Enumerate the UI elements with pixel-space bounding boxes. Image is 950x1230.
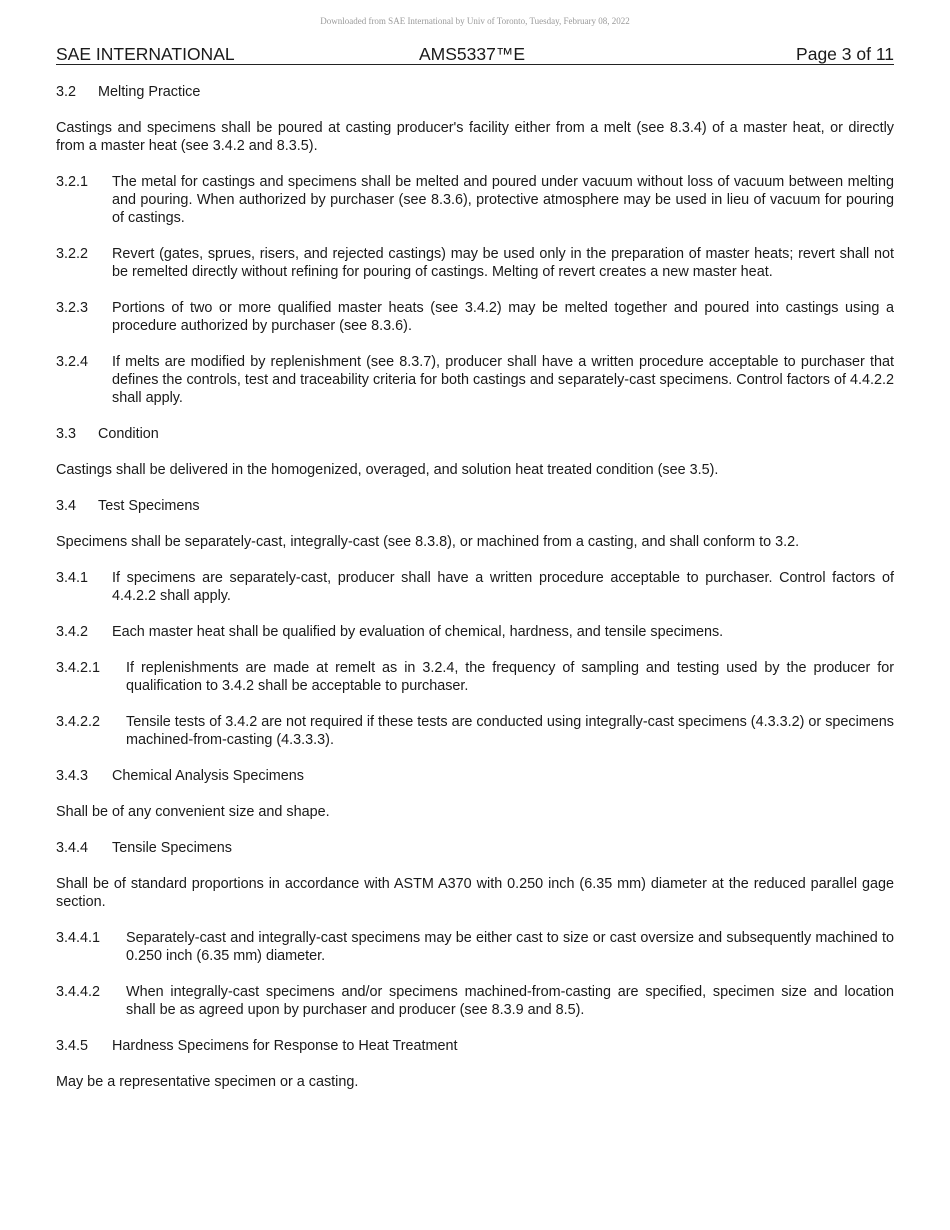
section-heading-3-4 <box>56 497 894 515</box>
download-watermark: Downloaded from SAE International by Univ of Toronto, Tuesday, February 08, 2022 <box>320 16 630 26</box>
clause-text: Tensile tests of 3.4.2 are not required if these tests are conducted using integrally-cast specimens (4.3.3.2) or specimens machined-from-casting (4.3.3.3). <box>126 714 894 748</box>
section-title: Melting Practice <box>98 84 201 100</box>
clause-text: When integrally-cast specimens and/or specimens machined-from-casting are specified, specimen size and location shall be as agreed upon by purchaser and producer (see 8.3.9 and 8.5). <box>126 984 894 1018</box>
clause-number: 3.2.2 <box>56 246 89 262</box>
clause-3-4-2-1 <box>56 659 894 695</box>
paragraph: Shall be of any convenient size and shape. <box>56 804 330 820</box>
clause-3-4-2 <box>56 623 894 641</box>
section-heading-3-4-5 <box>56 1037 894 1055</box>
clause-text: If specimens are separately-cast, producer shall have a written procedure acceptable to purchaser. Control factors of 4.4.2.2 shall apply. <box>112 570 894 604</box>
clause-3-2-2 <box>56 245 894 281</box>
section-number: 3.4.3 <box>56 768 89 784</box>
clause-3-2-3 <box>56 299 894 335</box>
paragraph: Specimens shall be separately-cast, integrally-cast (see 8.3.8), or machined from a casting, and shall conform to 3.2. <box>56 534 800 550</box>
section-number: 3.4 <box>56 498 77 514</box>
paragraph: Shall be of standard proportions in accordance with ASTM A370 with 0.250 inch (6.35 mm) diameter at the reduced parallel gage section. <box>56 876 894 910</box>
clause-number: 3.4.4.1 <box>56 930 101 946</box>
clause-3-4-1 <box>56 569 894 605</box>
clause-text: Revert (gates, sprues, risers, and rejected castings) may be used only in the preparation of master heats; revert shall not be remelted directly without refining for pouring of castings. Melting of revert creates a new master heat. <box>112 246 894 280</box>
clause-text: Each master heat shall be qualified by evaluation of chemical, hardness, and tensile specimens. <box>112 624 724 640</box>
section-heading-3-4-4 <box>56 839 894 857</box>
clause-number: 3.2.4 <box>56 354 89 370</box>
clause-number: 3.2.3 <box>56 300 89 316</box>
clause-number: 3.4.2.1 <box>56 660 101 676</box>
section-title: Condition <box>98 426 159 442</box>
organization-name: SAE INTERNATIONAL <box>56 44 235 64</box>
document-number: AMS5337™E <box>419 44 526 64</box>
clause-3-4-4-2 <box>56 983 894 1019</box>
section-title: Hardness Specimens for Response to Heat Treatment <box>112 1038 458 1054</box>
section-title: Chemical Analysis Specimens <box>112 768 304 784</box>
clause-3-4-2-2 <box>56 713 894 749</box>
section-title: Tensile Specimens <box>112 840 232 856</box>
clause-number: 3.2.1 <box>56 174 89 190</box>
paragraph: Castings shall be delivered in the homogenized, overaged, and solution heat treated condition (see 3.5). <box>56 462 719 478</box>
clause-text: If replenishments are made at remelt as in 3.2.4, the frequency of sampling and testing used by the producer for qualification to 3.4.2 shall be acceptable to purchaser. <box>126 660 894 694</box>
document-body <box>56 83 894 1109</box>
section-number: 3.2 <box>56 84 77 100</box>
section-number: 3.4.4 <box>56 840 89 856</box>
clause-3-2-1 <box>56 173 894 227</box>
clause-text: The metal for castings and specimens shall be melted and poured under vacuum without loss of vacuum between melting and pouring. When authorized by purchaser (see 8.3.6), protective atmosphere may be used in lieu of vacuum for pouring of castings. <box>112 174 894 226</box>
clause-text: Portions of two or more qualified master heats (see 3.4.2) may be melted together and poured into castings using a procedure authorized by purchaser (see 8.3.6). <box>112 300 894 334</box>
clause-3-4-4-1 <box>56 929 894 965</box>
section-heading-3-3 <box>56 425 894 443</box>
section-heading-3-4-3 <box>56 767 894 785</box>
section-title: Test Specimens <box>98 498 200 514</box>
clause-3-2-4 <box>56 353 894 407</box>
clause-number: 3.4.1 <box>56 570 89 586</box>
clause-text: Separately-cast and integrally-cast specimens may be either cast to size or cast oversize and subsequently machined to 0.250 inch (6.35 mm) diameter. <box>126 930 894 964</box>
section-number: 3.3 <box>56 426 77 442</box>
clause-text: If melts are modified by replenishment (see 8.3.7), producer shall have a written procedure acceptable to purchaser that defines the controls, test and traceability criteria for both castings and separately-cast specimens. Control factors of 4.4.2.2 shall apply. <box>112 354 894 406</box>
page-number: Page 3 of 11 <box>796 44 894 64</box>
section-number: 3.4.5 <box>56 1038 89 1054</box>
clause-number: 3.4.2 <box>56 624 89 640</box>
section-heading-3-2 <box>56 83 894 101</box>
paragraph: Castings and specimens shall be poured at casting producer's facility either from a melt (see 8.3.4) of a master heat, or directly from a master heat (see 3.4.2 and 8.3.5). <box>56 120 894 154</box>
paragraph: May be a representative specimen or a casting. <box>56 1074 359 1090</box>
page-header <box>56 44 894 65</box>
clause-number: 3.4.2.2 <box>56 714 101 730</box>
clause-number: 3.4.4.2 <box>56 984 101 1000</box>
